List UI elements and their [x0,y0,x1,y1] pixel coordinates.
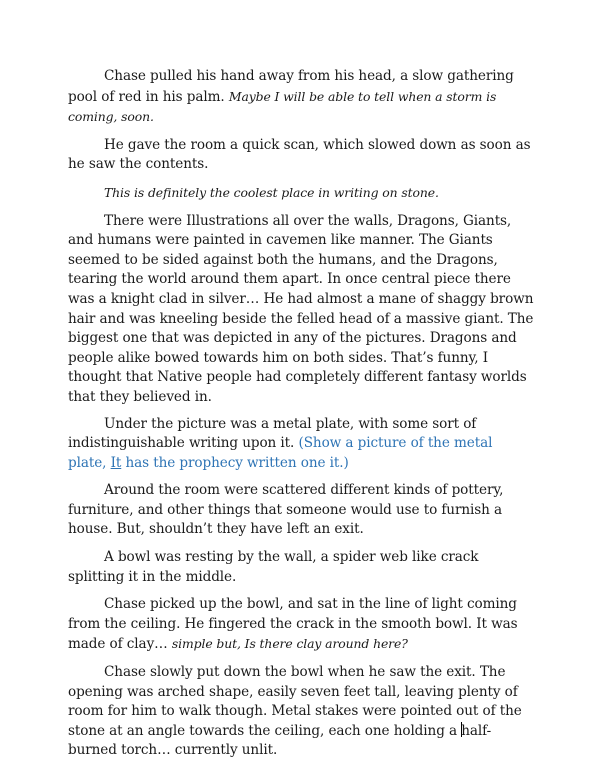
paragraph-4 [68,212,534,408]
paragraph-text: There were Illustrations all over the walls, Dragons, Giants, and humans were painted in cavemen like manner. The Giants seemed to be sided against both the humans, and the Dragons, tearing the world around them apart. In once central piece there was a knight clad in silver… He had almost a mane of shaggy brown hair and was kneeling beside the felled head of a massive giant. The biggest one that was depicted in any of the pictures. Dragons and people alike bowed towards him on both sides. That’s funny, I thought that Native people had completely different fantasy worlds that they believed in. [68,212,534,405]
inner-thought: simple but, Is there clay around here? [171,636,408,652]
paragraph-text: He gave the room a quick scan, which slowed down as soon as he saw the contents. [68,136,531,173]
paragraph-6 [68,481,534,540]
paragraph-3 [68,183,534,204]
author-note-text: (Show a picture of the metal plate, [68,435,493,471]
paragraph-2 [68,136,534,175]
paragraph-8 [68,595,534,655]
paragraph-7 [68,548,534,587]
paragraph-9 [68,663,534,761]
inner-thought: This is definitely the coolest place in writing on stone. [104,184,439,200]
author-note-link[interactable]: It [110,454,122,471]
author-note-text: has the prophecy written one it.) [121,454,349,471]
paragraph-5 [68,415,534,474]
paragraph-text: Chase picked up the bowl, and sat in the line of light coming from the ceiling. He fingered the crack in the smooth bowl. It was made of clay… [68,596,518,653]
paragraph-text: Chase pulled his hand away from his head, a slow gathering pool of red in his palm. [68,68,514,105]
paragraph-text: A bowl was resting by the wall, a spider web like crack splitting it in the middle. [68,549,479,585]
paragraph-1 [68,67,534,128]
paragraph-text: half-burned torch… currently unlit. [68,722,492,759]
inner-thought: Maybe I will be able to tell when a storm is coming, soon. [68,88,497,125]
document-page[interactable] [68,67,534,769]
paragraph-text: Under the picture was a metal plate, with some sort of indistinguishable writing upon it. [68,415,477,452]
paragraph-text: Chase slowly put down the bowl when he saw the exit. The opening was arched shape, easily seven feet tall, leaving plenty of room for him to walk though. Metal stakes were pointed out of the stone at an angle towards the ceiling, each one holding a [68,664,522,739]
paragraph-text: Around the room were scattered different kinds of pottery, furniture, and other things that someone would use to furnish a house. But, shouldn’t they have left an exit. [68,482,504,538]
